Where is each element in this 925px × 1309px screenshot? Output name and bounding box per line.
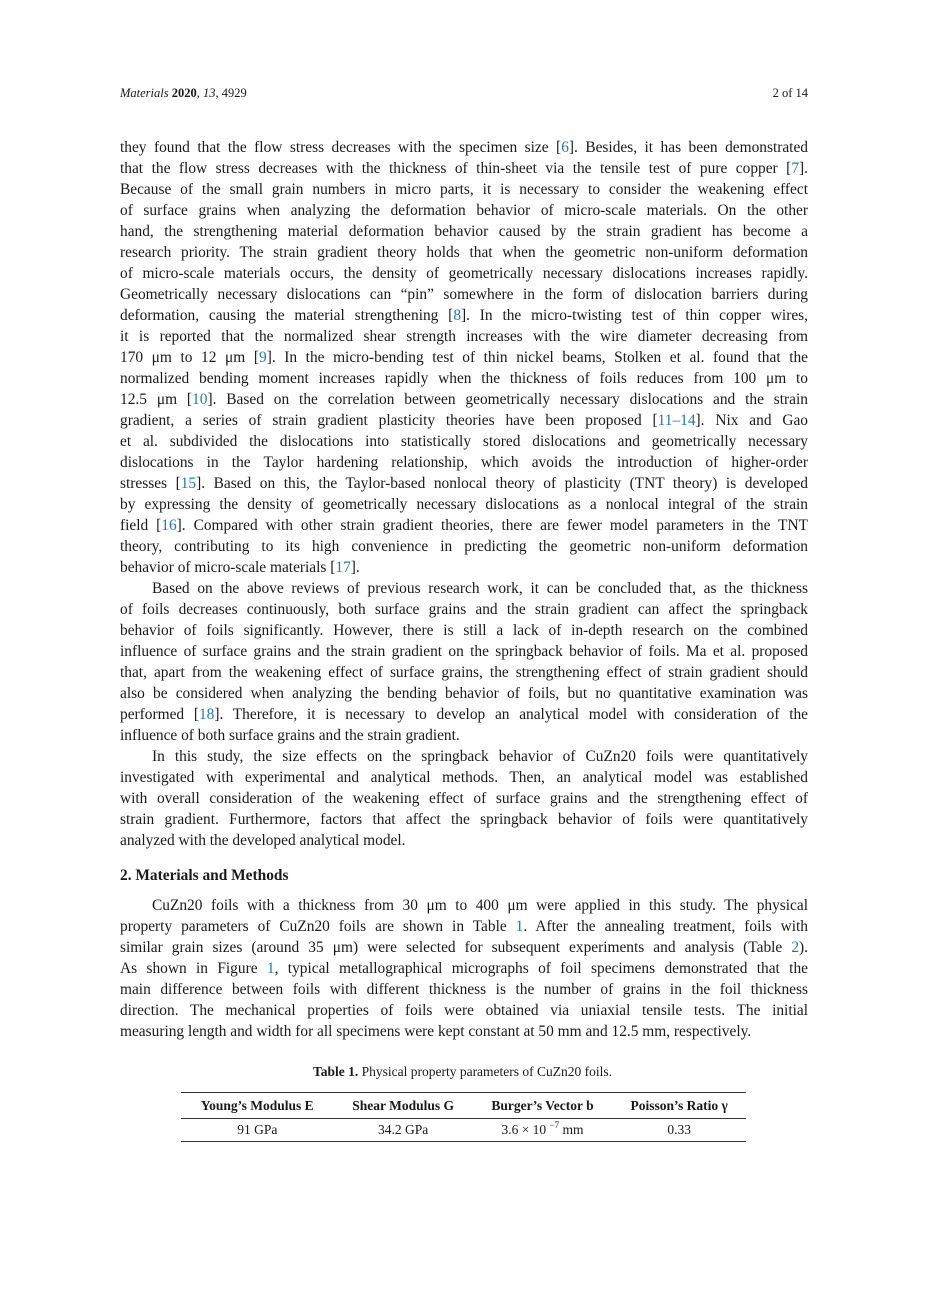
text-line <box>120 809 808 830</box>
text-run: property parameters of CuZn20 foils are shown in Table <box>120 918 516 935</box>
text-run: theory, contributing to its high convenience in predicting the geometric non-uniform deformation <box>120 538 808 555</box>
text-run: ]. Besides, it has been demonstrated <box>568 139 808 156</box>
text-run: ]. <box>350 559 360 576</box>
text-line <box>120 452 808 473</box>
text-line <box>120 725 808 746</box>
cell-shear-modulus: 34.2 GPa <box>334 1119 473 1142</box>
citation-link[interactable]: 10 <box>192 391 208 408</box>
page-indicator: 2 of 14 <box>772 86 808 100</box>
text-run: . After the annealing treatment, foils with <box>523 918 808 935</box>
text-run: ]. <box>799 160 808 177</box>
burgers-exponent: −7 <box>549 1120 560 1130</box>
text-run: research priority. The strain gradient theory holds that when the geometric non-uniform deformation <box>120 244 808 261</box>
citation-link[interactable]: 18 <box>198 706 215 723</box>
text-run: 170 μm to 12 μm [ <box>120 349 259 366</box>
text-run: of micro-scale materials occurs, the density of geometrically necessary dislocations increases rapidly. <box>120 265 808 282</box>
text-line <box>120 347 808 368</box>
text-line <box>120 389 808 410</box>
text-run: et al. subdivided the dislocations into statistically stored dislocations and geometrically necessary <box>120 433 808 450</box>
text-line <box>120 1000 808 1021</box>
text-run: Because of the small grain numbers in micro parts, it is necessary to consider the weakening effect <box>120 181 808 198</box>
text-line <box>120 221 808 242</box>
text-line <box>120 179 808 200</box>
journal-name: Materials <box>120 86 169 100</box>
text-line <box>120 200 808 221</box>
text-line <box>120 620 808 641</box>
citation-link[interactable]: 1 <box>266 960 275 977</box>
text-run: of foils decreases continuously, both surface grains and the strain gradient can affect the springback <box>120 601 808 618</box>
text-line <box>120 305 808 326</box>
text-line <box>120 578 808 599</box>
text-line <box>120 662 808 683</box>
text-line <box>120 958 808 979</box>
text-line <box>120 263 808 284</box>
text-line <box>120 368 808 389</box>
text-run: ). <box>799 939 808 956</box>
column-header-shear-modulus: Shear Modulus G <box>334 1093 473 1119</box>
text-run: that the flow stress decreases with the thickness of thin-sheet via the tensile test of pure copper [ <box>120 160 792 177</box>
text-run: investigated with experimental and analytical methods. Then, an analytical model was established <box>120 769 808 786</box>
text-run: also be considered when analyzing the bending behavior of foils, but no quantitative examination was <box>120 685 808 702</box>
text-line <box>120 746 808 767</box>
citation-link[interactable]: 9 <box>259 349 267 366</box>
text-line <box>120 830 808 851</box>
text-run: ]. Nix and Gao <box>695 412 808 429</box>
table-label: Table 1. <box>312 1064 359 1079</box>
citation-link[interactable]: 6 <box>561 139 569 156</box>
text-run: As shown in Figure <box>120 960 267 977</box>
text-run: of surface grains when analyzing the deformation behavior of micro-scale materials. On the other <box>120 202 808 219</box>
cell-poissons-ratio: 0.33 <box>612 1119 746 1142</box>
text-line <box>120 895 808 916</box>
citation-link[interactable]: 2 <box>791 939 800 956</box>
text-run: CuZn20 foils with a thickness from 30 μm to 400 μm were applied in this study. The physical <box>152 897 808 914</box>
column-header-burgers-vector: Burger’s Vector b <box>473 1093 613 1119</box>
text-line <box>120 916 808 937</box>
text-line <box>120 683 808 704</box>
text-line <box>120 158 808 179</box>
citation-link[interactable]: 15 <box>180 475 197 492</box>
text-run: field [ <box>120 517 162 534</box>
text-line <box>120 599 808 620</box>
text-run: performed [ <box>120 706 199 723</box>
text-line <box>120 473 808 494</box>
text-run: influence of surface grains and the strain gradient on the springback behavior of foils. Ma et al. proposed <box>120 643 808 660</box>
burgers-unit: mm <box>559 1122 584 1137</box>
text-run: ]. Based on this, the Taylor-based nonlocal theory of plasticity (TNT theory) is developed <box>196 475 808 492</box>
text-run: direction. The mechanical properties of foils were obtained via uniaxial tensile tests. The initial <box>120 1002 808 1019</box>
text-run: behavior of foils significantly. However, there is still a lack of in-depth research on the combined <box>120 622 808 639</box>
text-run: influence of both surface grains and the strain gradient. <box>120 727 460 744</box>
text-run: Based on the above reviews of previous research work, it can be concluded that, as the thickness <box>152 580 808 597</box>
paragraph-study-summary <box>120 746 808 851</box>
journal-citation: Materials 2020, 13, 4929 <box>120 86 247 100</box>
text-run: ]. Compared with other strain gradient theories, there are fewer model parameters in the TNT <box>176 517 808 534</box>
text-line <box>120 137 808 158</box>
cell-youngs-modulus: 91 GPa <box>181 1119 334 1142</box>
text-line <box>120 1021 808 1042</box>
text-run: stresses [ <box>120 475 181 492</box>
text-line <box>120 536 808 557</box>
text-run: strain gradient. Furthermore, factors that affect the springback behavior of foils were quantitatively <box>120 811 808 828</box>
citation-link[interactable]: 11–14 <box>657 412 696 429</box>
text-run: behavior of micro-scale materials [ <box>120 559 336 576</box>
cell-burgers-vector <box>473 1119 613 1142</box>
text-line <box>120 704 808 725</box>
text-run: In this study, the size effects on the springback behavior of CuZn20 foils were quantitatively <box>152 748 808 765</box>
running-header <box>120 86 808 104</box>
physical-properties-table <box>181 1092 746 1142</box>
text-run: gradient, a series of strain gradient plasticity theories have been proposed [ <box>120 412 658 429</box>
text-line <box>120 937 808 958</box>
citation-link[interactable]: 7 <box>791 160 800 177</box>
text-run: hand, the strengthening material deformation behavior caused by the strain gradient has become a <box>120 223 808 240</box>
article-body <box>120 137 808 1042</box>
text-run: analyzed with the developed analytical model. <box>120 832 406 849</box>
text-run: with overall consideration of the weakening effect of surface grains and the strengthening effect of <box>120 790 808 807</box>
section-heading-materials-methods: 2. Materials and Methods <box>120 867 289 884</box>
text-line <box>120 431 808 452</box>
text-run: deformation, causing the material strengthening [ <box>120 307 454 324</box>
text-line <box>120 788 808 809</box>
article-number: 4929 <box>221 86 247 100</box>
citation-link[interactable]: 17 <box>335 559 351 576</box>
text-run: normalized bending moment increases rapidly when the thickness of foils reduces from 100 μm to <box>120 370 808 387</box>
text-run: Geometrically necessary dislocations can “pin” somewhere in the form of dislocation barriers during <box>120 286 808 303</box>
text-run: that, apart from the weakening effect of surface grains, the strengthening effect of strain gradient should <box>120 664 808 681</box>
text-line <box>120 641 808 662</box>
text-run: ]. In the micro-bending test of thin nickel beams, Stolken et al. found that the <box>266 349 809 366</box>
burgers-mantissa: 3.6 × 10 <box>501 1122 547 1137</box>
text-line <box>120 979 808 1000</box>
text-run: similar grain sizes (around 35 μm) were selected for subsequent experiments and analysis (Table <box>120 939 792 956</box>
text-run: measuring length and width for all specimens were kept constant at 50 mm and 12.5 mm, respectively. <box>120 1023 752 1040</box>
text-run: ]. Therefore, it is necessary to develop an analytical model with consideration of the <box>214 706 808 723</box>
text-line <box>120 410 808 431</box>
citation-link[interactable]: 16 <box>161 517 177 534</box>
journal-volume: 13 <box>202 86 216 100</box>
text-line <box>120 557 808 578</box>
text-line <box>120 494 808 515</box>
text-run: 12.5 μm [ <box>120 391 193 408</box>
text-line <box>120 767 808 788</box>
text-run: main difference between foils with different thickness is the number of grains in the foil thickness <box>120 981 808 998</box>
text-run: ]. Based on the correlation between geometrically necessary dislocations and the strain <box>207 391 808 408</box>
table-header-row <box>181 1093 746 1119</box>
journal-year: 2020 <box>171 86 197 100</box>
text-run: by expressing the density of geometrically necessary dislocations as a nonlocal integral of the strain <box>120 496 808 513</box>
table-caption <box>0 1064 925 1080</box>
text-run: ]. In the micro-twisting test of thin copper wires, <box>461 307 808 324</box>
column-header-poissons-ratio: Poisson’s Ratio γ <box>612 1093 746 1119</box>
text-run: they found that the flow stress decreases with the specimen size [ <box>120 139 562 156</box>
text-line <box>120 515 808 536</box>
text-run: , typical metallographical micrographs of foil specimens demonstrated that the <box>274 960 808 977</box>
column-header-youngs-modulus: Young’s Modulus E <box>181 1093 334 1119</box>
paragraph-research-gap <box>120 578 808 746</box>
text-line <box>120 242 808 263</box>
table-caption-text: Physical property parameters of CuZn20 foils. <box>361 1064 613 1079</box>
text-line <box>120 326 808 347</box>
paragraph-intro-continued <box>120 137 808 578</box>
citation-link[interactable]: 8 <box>453 307 462 324</box>
paragraph-materials <box>120 895 808 1042</box>
citation-link[interactable]: 1 <box>515 918 524 935</box>
text-run: dislocations in the Taylor hardening relationship, which avoids the introduction of higher-order <box>120 454 808 471</box>
table-row <box>181 1119 746 1142</box>
text-run: it is reported that the normalized shear strength increases with the wire diameter decreasing from <box>120 328 808 345</box>
text-line <box>120 284 808 305</box>
